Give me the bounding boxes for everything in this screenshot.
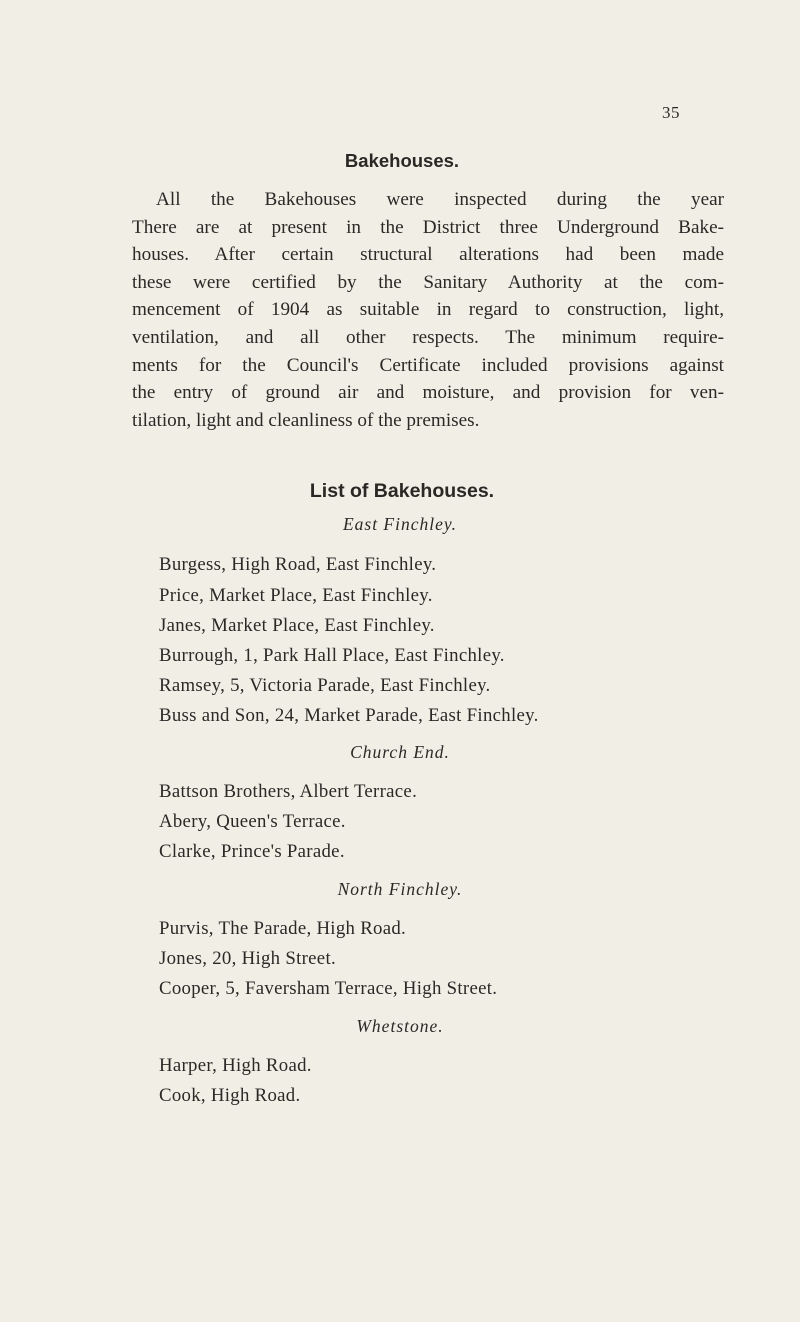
section-title-church-end: Church End. [350, 742, 450, 762]
paragraph-line: There are at present in the District three Underground Bake- [132, 216, 724, 238]
section-title-north-finchley: North Finchley. [337, 879, 463, 899]
section-title-east-finchley: East Finchley. [342, 514, 458, 534]
paragraph-line: mencement of 1904 as suitable in regard to construction, light, [132, 299, 724, 321]
list-item: Cook, High Road. [159, 1085, 301, 1106]
paragraph-line: these were certified by the Sanitary Authority at the com- [132, 271, 724, 293]
list-item: Battson Brothers, Albert Terrace. [159, 781, 418, 802]
intro-paragraph [132, 186, 724, 434]
paragraph-line: the entry of ground air and moisture, and provision for ven- [132, 382, 724, 404]
paragraph-line: All the Bakehouses were inspected during the year [156, 189, 724, 210]
list-item: Clarke, Prince's Parade. [159, 841, 345, 862]
list-item: Jones, 20, High Street. [159, 948, 336, 969]
list-item: Janes, Market Place, East Finchley. [159, 615, 435, 636]
page-number: 35 [662, 103, 680, 122]
section-title-whetstone: Whetstone. [356, 1016, 444, 1036]
list-item: Price, Market Place, East Finchley. [159, 585, 433, 606]
paragraph-line: tilation, light and cleanliness of the premises. [132, 409, 480, 431]
list-item: Harper, High Road. [159, 1055, 312, 1076]
list-item: Burgess, High Road, East Finchley. [159, 554, 437, 575]
list-item: Buss and Son, 24, Market Parade, East Finchley. [159, 705, 539, 726]
paragraph-line: ments for the Council's Certificate included provisions against [132, 354, 724, 376]
page-title: Bakehouses. [344, 150, 460, 171]
list-item: Abery, Queen's Terrace. [159, 811, 346, 832]
paragraph-line: houses. After certain structural alterations had been made [132, 244, 724, 266]
list-item: Burrough, 1, Park Hall Place, East Finchley. [159, 645, 505, 666]
list-item: Purvis, The Parade, High Road. [159, 918, 407, 939]
paragraph-line: ventilation, and all other respects. The minimum require- [132, 326, 724, 348]
list-item: Ramsey, 5, Victoria Parade, East Finchley. [159, 675, 491, 696]
list-item: Cooper, 5, Faversham Terrace, High Street. [159, 978, 498, 999]
list-heading: List of Bakehouses. [309, 480, 495, 502]
